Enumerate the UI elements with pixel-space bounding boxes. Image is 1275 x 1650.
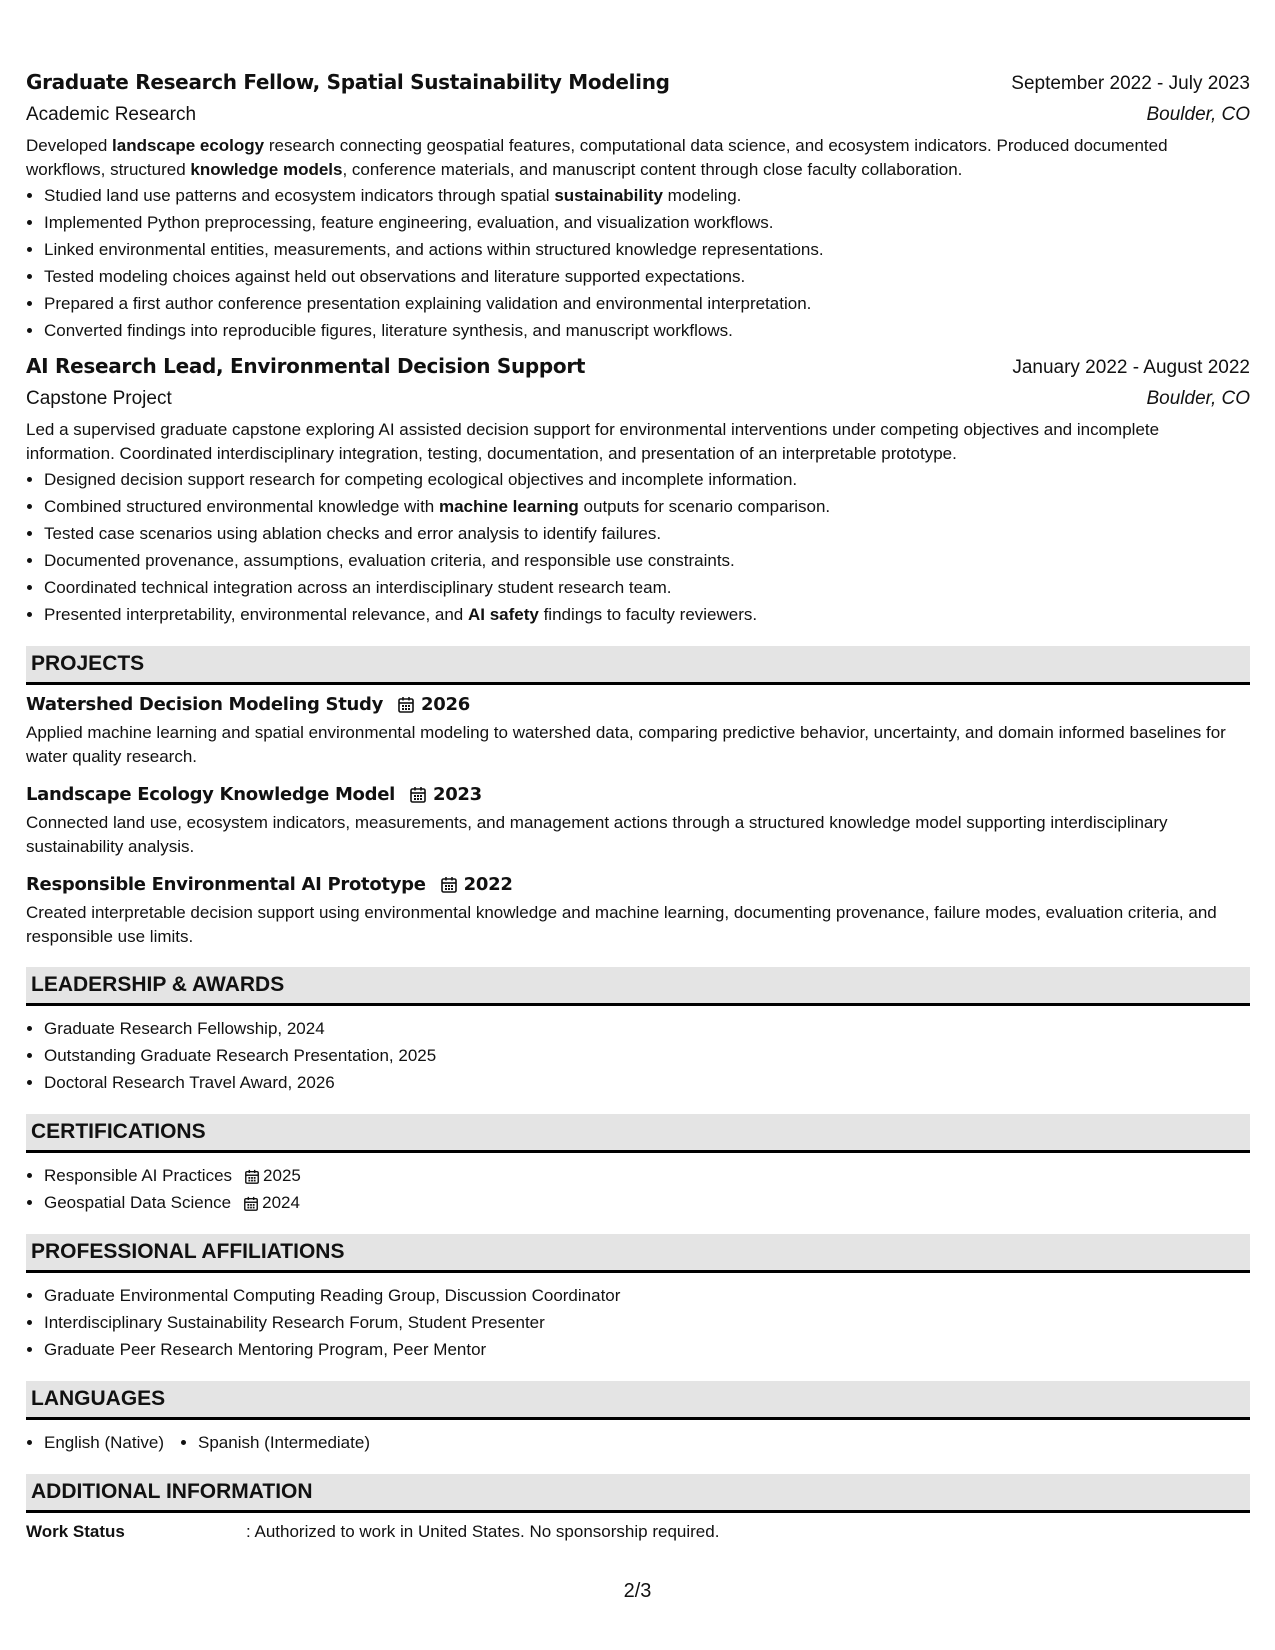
project-name: Landscape Ecology Knowledge Model <box>26 784 395 805</box>
job-title: Graduate Research Fellow, Spatial Sustainability Modeling <box>26 70 670 94</box>
text-run: Combined structured environmental knowledge with <box>44 497 439 516</box>
text-run: modeling. <box>662 186 742 205</box>
project-year: 2026 <box>421 694 470 715</box>
certification-list <box>26 1162 1250 1216</box>
text-run: outputs for scenario comparison. <box>578 497 831 516</box>
text-run: Developed <box>26 136 113 155</box>
bullet-item <box>44 601 1250 628</box>
project-name: Watershed Decision Modeling Study <box>26 694 384 715</box>
experience-entry <box>26 354 1250 628</box>
project-list <box>26 694 1250 949</box>
text-run: findings to faculty reviewers. <box>538 605 758 624</box>
text-run: Implemented Python preprocessing, feature engineering, evaluation, and visualization workflows. <box>44 213 774 232</box>
list-item: • Graduate Environmental Computing Reading Group, Discussion Coordinator <box>44 1282 1250 1309</box>
bold-text: knowledge models <box>190 160 343 179</box>
bullet-item <box>44 182 1250 209</box>
leadership-list <box>26 1015 1250 1096</box>
job-organization: Capstone Project <box>26 388 172 409</box>
language-list <box>26 1429 1250 1456</box>
certification-item <box>44 1189 1250 1216</box>
bullet-item <box>44 317 1250 344</box>
job-organization: Academic Research <box>26 104 197 125</box>
job-bullets <box>26 182 1250 344</box>
language-item: • English (Native) <box>44 1429 164 1456</box>
list-item: • Outstanding Graduate Research Presentation, 2025 <box>44 1042 1250 1069</box>
list-item: • Doctoral Research Travel Award, 2026 <box>44 1069 1250 1096</box>
job-summary <box>26 418 1250 466</box>
work-status-value: : Authorized to work in United States. No sponsorship required. <box>246 1522 720 1541</box>
section-header-affiliations: PROFESSIONAL AFFILIATIONS <box>26 1234 1250 1273</box>
bullet-item <box>44 493 1250 520</box>
work-status-label: Work Status <box>26 1522 125 1541</box>
text-run: Designed decision support research for competing ecological objectives and incomplete information. <box>44 470 798 489</box>
experience-entry <box>26 70 1250 344</box>
certification-year: 2024 <box>262 1193 300 1212</box>
bold-text: AI safety <box>467 605 539 624</box>
project-item <box>26 874 1250 949</box>
certification-name: Responsible AI Practices <box>44 1166 233 1185</box>
job-date: September 2022 - July 2023 <box>1011 73 1250 94</box>
bullet-item <box>44 520 1250 547</box>
calendar-icon <box>397 696 415 714</box>
list-item: • Graduate Peer Research Mentoring Program, Peer Mentor <box>44 1336 1250 1363</box>
job-date: January 2022 - August 2022 <box>1012 357 1250 378</box>
project-description: Connected land use, ecosystem indicators, measurements, and management actions through a structured knowledge model supporting interdisciplinary sustainability analysis. <box>26 813 1168 856</box>
resume-page <box>26 70 1250 1542</box>
list-item: • Interdisciplinary Sustainability Research Forum, Student Presenter <box>44 1309 1250 1336</box>
text-run: Coordinated technical integration across an interdisciplinary student research team. <box>44 578 672 597</box>
job-title: AI Research Lead, Environmental Decision Support <box>26 354 586 378</box>
text-run: , conference materials, and manuscript content through close faculty collaboration. <box>342 160 963 179</box>
bullet-item <box>44 209 1250 236</box>
certification-item <box>44 1162 1250 1189</box>
project-year: 2022 <box>463 874 513 895</box>
calendar-icon <box>243 1196 259 1212</box>
project-item <box>26 784 1250 859</box>
section-header-additional-information: ADDITIONAL INFORMATION <box>26 1474 1250 1513</box>
bullet-item <box>44 547 1250 574</box>
text-run: Tested modeling choices against held out observations and literature supported expectations. <box>44 267 746 286</box>
language-item: • Spanish (Intermediate) <box>198 1429 370 1456</box>
bullet-item <box>44 236 1250 263</box>
work-status-row <box>26 1522 1250 1542</box>
text-run: Studied land use patterns and ecosystem indicators through spatial <box>44 186 555 205</box>
certification-year: 2025 <box>263 1166 301 1185</box>
affiliation-list <box>26 1282 1250 1363</box>
bold-text: landscape ecology <box>112 136 265 155</box>
section-header-leadership: LEADERSHIP & AWARDS <box>26 967 1250 1006</box>
bullet-item <box>44 263 1250 290</box>
text-run: Documented provenance, assumptions, evaluation criteria, and responsible use constraints. <box>44 551 735 570</box>
text-run: Tested case scenarios using ablation checks and error analysis to identify failures. <box>44 524 662 543</box>
page-number: 2/3 <box>623 1580 652 1602</box>
section-header-certifications: CERTIFICATIONS <box>26 1114 1250 1153</box>
bullet-item <box>44 574 1250 601</box>
text-run: Led a supervised graduate capstone exploring AI assisted decision support for environmental interventions under competing objectives and incomplete information. Coordinated interdisciplinary integration, testing, documentation, and presentation of an interpretable prototype. <box>26 420 1160 463</box>
text-run: Presented interpretability, environmental relevance, and <box>44 605 468 624</box>
text-run: Prepared a first author conference presentation explaining validation and environmental interpretation. <box>44 294 812 313</box>
calendar-icon <box>409 786 427 804</box>
calendar-icon <box>244 1169 260 1185</box>
project-description: Applied machine learning and spatial environmental modeling to watershed data, comparing predictive behavior, uncertainty, and domain informed baselines for water quality research. <box>26 723 1226 766</box>
calendar-icon <box>440 876 458 894</box>
project-item <box>26 694 1250 769</box>
certification-name: Geospatial Data Science <box>44 1193 232 1212</box>
bold-text: sustainability <box>554 186 663 205</box>
section-header-projects: PROJECTS <box>26 646 1250 685</box>
text-run: research connecting geospatial features, computational data science, and ecosystem indicators. Produced documented workflows, structured <box>26 136 1168 179</box>
job-location: Boulder, CO <box>1146 388 1250 409</box>
project-description: Created interpretable decision support using environmental knowledge and machine learning, documenting provenance, failure modes, evaluation criteria, and responsible use limits. <box>26 903 1217 946</box>
job-summary <box>26 134 1250 182</box>
section-header-languages: LANGUAGES <box>26 1381 1250 1420</box>
bold-text: machine learning <box>438 497 579 516</box>
job-bullets <box>26 466 1250 628</box>
job-location: Boulder, CO <box>1146 104 1250 125</box>
project-year: 2023 <box>432 784 482 805</box>
project-name: Responsible Environmental AI Prototype <box>26 874 426 895</box>
text-run: Converted findings into reproducible figures, literature synthesis, and manuscript workflows. <box>44 321 733 340</box>
list-item: • Graduate Research Fellowship, 2024 <box>44 1015 1250 1042</box>
text-run: Linked environmental entities, measurements, and actions within structured knowledge representations. <box>44 240 824 259</box>
bullet-item <box>44 466 1250 493</box>
bullet-item <box>44 290 1250 317</box>
